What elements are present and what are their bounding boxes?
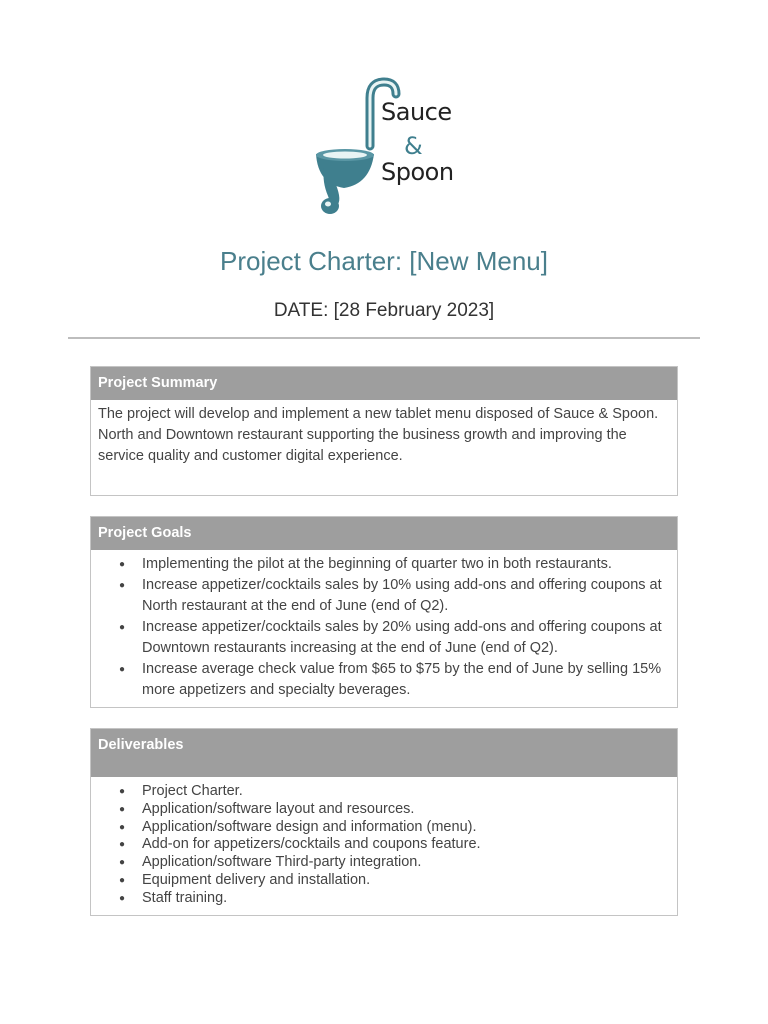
list-item: ● Application/software Third-party integration. <box>91 854 677 872</box>
list-item: ● Staff training. <box>91 890 677 908</box>
list-item: ● Project Charter. <box>91 783 677 801</box>
project-goals-section <box>90 516 678 708</box>
list-item: ● Application/software layout and resources. <box>91 801 677 819</box>
project-summary-heading: Project Summary <box>91 367 677 400</box>
project-summary-section <box>90 366 678 496</box>
list-item: ● Increase appetizer/cocktails sales by 20% using add-ons and offering coupons at Downtown restaurants increasing at the end of June (end of Q2). <box>91 617 677 659</box>
sauce-and-spoon-logo <box>308 76 458 222</box>
list-item: ● Application/software design and information (menu). <box>91 819 677 837</box>
list-item: ● Increase average check value from $65 to $75 by the end of June by selling 15% more appetizers and specialty beverages. <box>91 659 677 701</box>
document-date: DATE: [28 February 2023] <box>273 300 495 321</box>
title-divider <box>68 337 700 339</box>
deliverables-heading: Deliverables <box>91 729 677 777</box>
logo-word-spoon: Spoon <box>381 158 454 186</box>
logo-ampersand: & <box>404 132 423 160</box>
page-title: Project Charter: [New Menu] <box>219 246 548 276</box>
logo-word-sauce: Sauce <box>381 98 452 126</box>
deliverables-section <box>90 728 678 916</box>
list-item: ● Implementing the pilot at the beginning of quarter two in both restaurants. <box>91 554 677 575</box>
project-goals-heading: Project Goals <box>91 517 677 550</box>
list-item: ● Increase appetizer/cocktails sales by 10% using add-ons and offering coupons at North restaurant at the end of June (end of Q2). <box>91 575 677 617</box>
deliverables-list <box>91 783 677 908</box>
list-item: ● Add-on for appetizers/cocktails and coupons feature. <box>91 836 677 854</box>
project-summary-text: The project will develop and implement a new tablet menu disposed of Sauce & Spoon. North and Downtown restaurant supporting the business growth and improving the service quality and customer digital experience. <box>98 406 659 464</box>
project-goals-list <box>91 554 677 701</box>
list-item: ● Equipment delivery and installation. <box>91 872 677 890</box>
